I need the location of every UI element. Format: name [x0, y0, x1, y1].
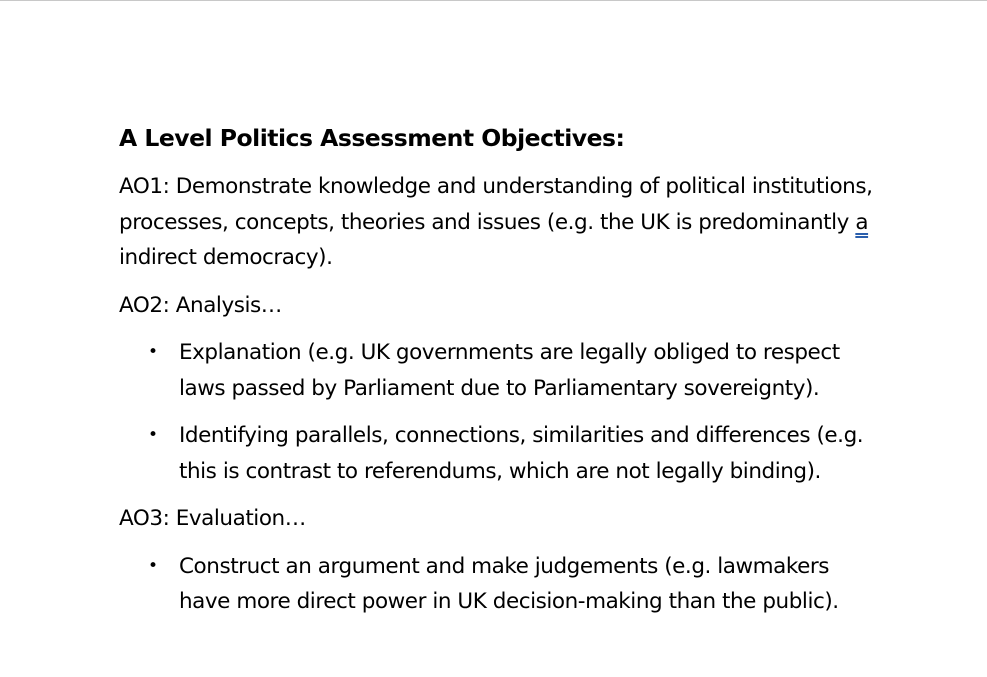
- bullet-text: Explanation (e.g. UK governments are legally obliged to respect laws passed by Parliament due to Parliamentary sovereignty).: [179, 340, 840, 401]
- ao3-bullet-list: [119, 549, 879, 620]
- ao2-heading: AO2: Analysis…: [119, 292, 282, 318]
- ao1-text-start: AO1: Demonstrate knowledge and understanding of political institutions, processes, concepts, theories and issues (e.g. the UK is predominantly: [119, 174, 873, 235]
- list-item: [119, 335, 879, 406]
- list-item: [119, 549, 879, 620]
- bullet-text: Identifying parallels, connections, similarities and differences (e.g. this is contrast to referendums, which are not legally binding).: [179, 423, 864, 484]
- page-top-border: [0, 0, 987, 1]
- ao2-bullet-list: [119, 335, 879, 489]
- grammar-flagged-word[interactable]: a: [855, 209, 869, 235]
- ao3-heading: AO3: Evaluation…: [119, 506, 306, 531]
- list-item: [119, 418, 879, 489]
- bullet-text: Construct an argument and make judgements (e.g. lawmakers have more direct power in UK decision-making than the public).: [179, 553, 839, 614]
- bullet-icon: •: [148, 555, 158, 576]
- bullet-icon: •: [148, 342, 158, 362]
- ao1-text-end: indirect democracy).: [119, 245, 333, 270]
- bullet-icon: •: [148, 425, 158, 445]
- ao1-paragraph: [119, 169, 879, 276]
- document-heading: A Level Politics Assessment Objectives:: [119, 124, 625, 152]
- document-page[interactable]: [119, 121, 879, 632]
